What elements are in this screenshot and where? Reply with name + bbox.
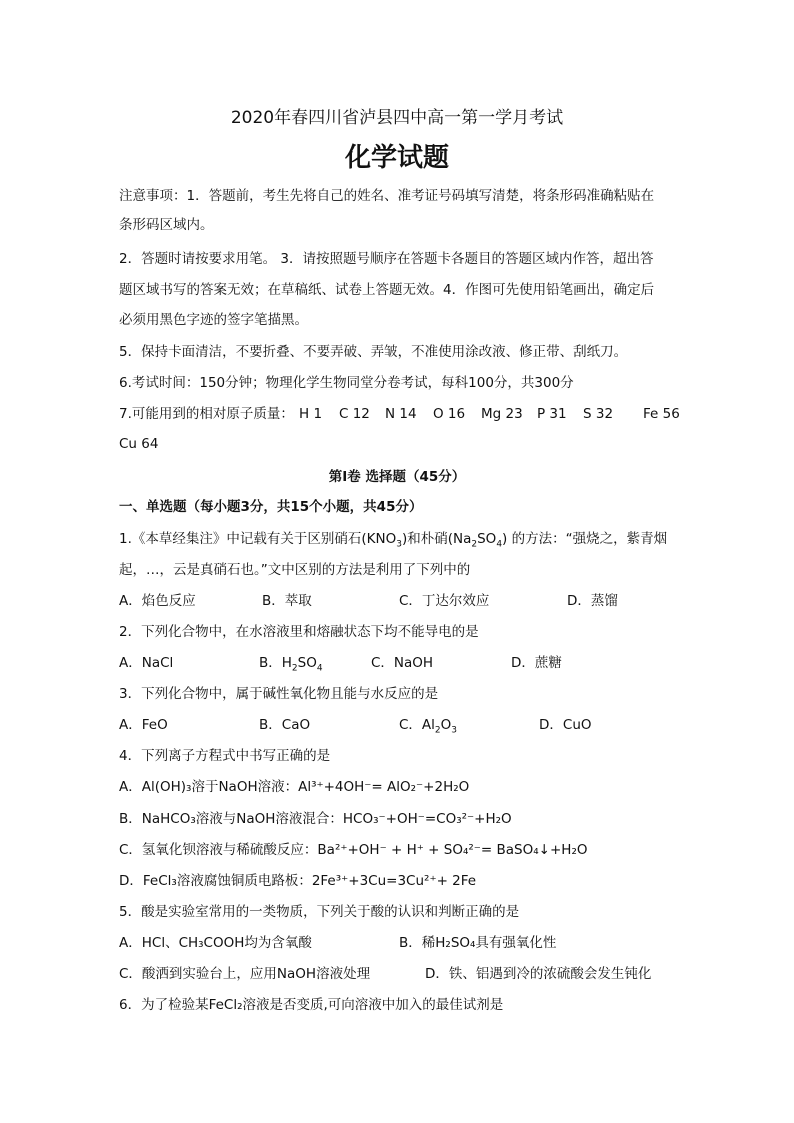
q3-option-d: D．CuO xyxy=(539,717,592,733)
question-1-stem: 1.《本草经集注》中记载有关于区别硝石$(KNO_3)$和朴硝$(Na_2SO_4)$ 的方法：“强烧之，紫青烟 xyxy=(119,531,668,550)
atomic-mass-row xyxy=(119,404,679,424)
q2-option-d: D．蔗糖 xyxy=(511,655,562,671)
note-line-1b: 条形码区域内。 xyxy=(119,217,214,233)
atomic-mass-h: H 1 xyxy=(299,406,323,422)
q5-option-b: B．稀H₂SO₄具有强氧化性 xyxy=(399,935,557,951)
q3-option-a: A．FeO xyxy=(119,717,168,733)
question-2-stem: 2．下列化合物中，在水溶液里和熔融状态下均不能导电的是 xyxy=(119,624,479,640)
atomic-mass-label: 7.可能用到的相对原子质量： xyxy=(119,406,294,422)
question-5-options-1 xyxy=(119,933,679,953)
atomic-mass-s: S 32 xyxy=(583,406,614,422)
atomic-mass-cu: Cu 64 xyxy=(119,436,159,452)
question-6-stem: 6．为了检验某FeCl₂溶液是否变质,可向溶液中加入的最佳试剂是 xyxy=(119,997,504,1013)
question-5-stem: 5．酸是实验室常用的一类物质，下列关于酸的认识和判断正确的是 xyxy=(119,904,520,920)
q2-option-b: B．$H_2SO_4$ xyxy=(259,655,323,674)
q3-option-c: C．$Al_2O_3$ xyxy=(399,717,458,736)
atomic-mass-p: P 31 xyxy=(537,406,567,422)
q2-option-c: C．NaOH xyxy=(371,655,434,671)
question-3-stem: 3．下列化合物中，属于碱性氧化物且能与水反应的是 xyxy=(119,686,439,702)
q1-option-b: B．萃取 xyxy=(262,593,312,609)
question-5-options-2 xyxy=(119,964,679,984)
q5-option-a: A．HCl、CH₃COOH均为含氧酸 xyxy=(119,935,312,951)
note-line-2c: 必须用黑色字迹的签字笔描黑。 xyxy=(119,312,308,328)
q5-option-d: D．铁、铝遇到冷的浓硫酸会发生钝化 xyxy=(425,966,652,982)
q4-option-a: A．Al(OH)₃溶于NaOH溶液：Al³⁺+4OH⁻= AlO₂⁻+2H₂O xyxy=(119,779,470,795)
note-line-2b: 题区域书写的答案无效；在草稿纸、试卷上答题无效。4．作图可先使用铅笔画出，确定后 xyxy=(119,282,655,298)
atomic-mass-mg: Mg 23 xyxy=(481,406,523,422)
q1-option-d: D．蒸馏 xyxy=(567,593,618,609)
note-line-2a: 2．答题时请按要求用笔。 3．请按照题号顺序在答题卡各题目的答题区域内作答，超出答 xyxy=(119,251,654,267)
question-1-options xyxy=(119,591,679,611)
question-2-options xyxy=(119,653,679,673)
q3-option-b: B．CaO xyxy=(259,717,311,733)
q1-option-a: A．焰色反应 xyxy=(119,593,196,609)
q2-option-a: A．NaCl xyxy=(119,655,174,671)
atomic-mass-fe: Fe 56 xyxy=(643,406,680,422)
note-line-6: 6.考试时间：150分钟；物理化学生物同堂分卷考试，每科100分，共300分 xyxy=(119,375,574,391)
q4-option-c: C．氢氧化钡溶液与稀硫酸反应：Ba²⁺+OH⁻ + H⁺ + SO₄²⁻= BaSO₄↓+H₂O xyxy=(119,842,588,858)
q1-option-c: C．丁达尔效应 xyxy=(399,593,490,609)
note-line-1a: 注意事项：1．答题前，考生先将自己的姓名、准考证号码填写清楚，将条形码准确粘贴在 xyxy=(119,188,655,204)
exam-title: 2020年春四川省泸县四中高一第一学月考试 xyxy=(230,108,564,128)
section-title: 第Ⅰ卷 选择题（45分） xyxy=(328,469,466,485)
question-3-options xyxy=(119,715,679,735)
part-title: 一、单选题（每小题3分，共15个小题，共45分） xyxy=(119,499,423,515)
atomic-mass-c: C 12 xyxy=(339,406,370,422)
atomic-mass-o: O 16 xyxy=(433,406,466,422)
q5-option-c: C．酸洒到实验台上，应用NaOH溶液处理 xyxy=(119,966,371,982)
question-4-stem: 4．下列离子方程式中书写正确的是 xyxy=(119,748,331,764)
atomic-mass-n: N 14 xyxy=(385,406,417,422)
subject-title: 化学试题 xyxy=(344,143,449,173)
q4-option-b: B．NaHCO₃溶液与NaOH溶液混合：HCO₃⁻+OH⁻=CO₃²⁻+H₂O xyxy=(119,811,512,827)
q4-option-d: D．FeCl₃溶液腐蚀铜质电路板：2Fe³⁺+3Cu=3Cu²⁺+ 2Fe xyxy=(119,873,477,889)
question-1-stem-2: 起，…，云是真硝石也。”文中区别的方法是利用了下列中的 xyxy=(119,562,471,578)
note-line-5: 5．保持卡面清洁，不要折叠、不要弄破、弄皱，不准使用涂改液、修正带、刮纸刀。 xyxy=(119,344,628,360)
